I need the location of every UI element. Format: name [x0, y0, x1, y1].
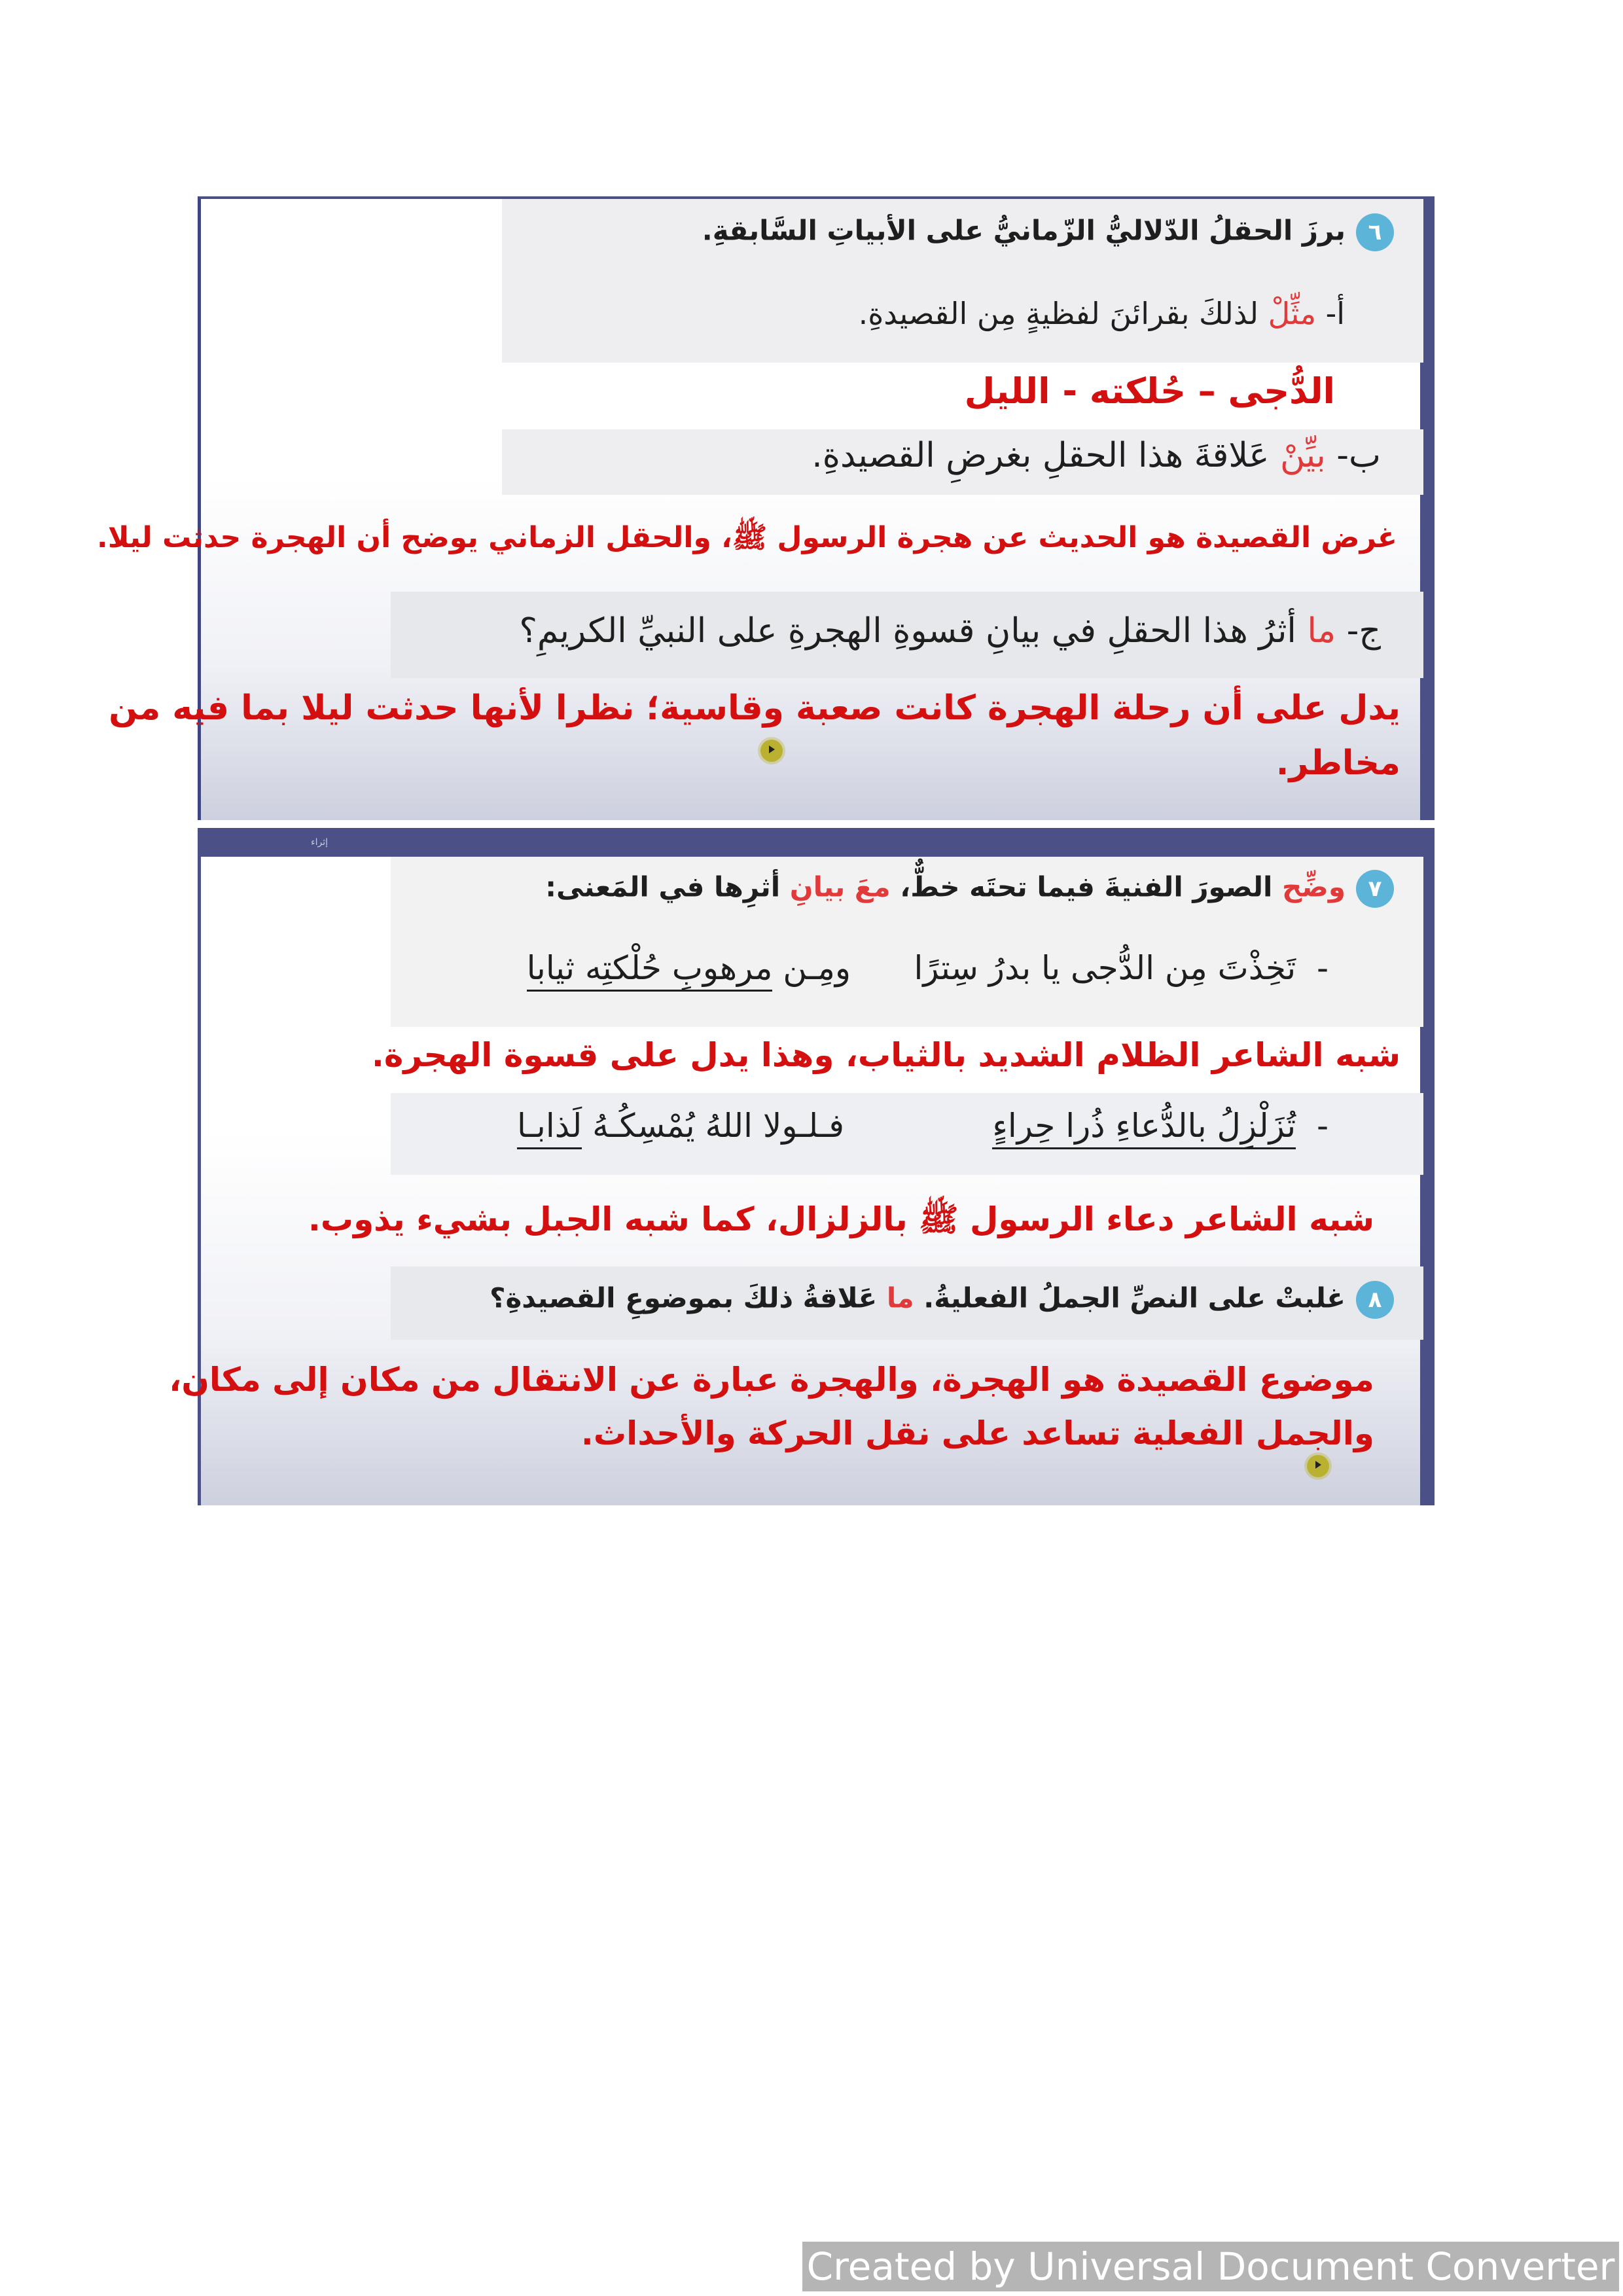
- question-8: ٨غلبتْ على النصِّ الجملُ الفعليةُ. ما عَلاقةُ ذلكَ بموضوعِ القصيدةِ؟: [490, 1281, 1394, 1319]
- panel-header-bar: [201, 828, 1420, 857]
- sub-question-b: ب- بيِّنْ عَلاقةَ هذا الحقلِ بغرضِ القصيدةِ.: [812, 436, 1381, 475]
- question-panel-7-8: [169, 828, 1435, 1505]
- sub-question-c: ج- ما أثرُ هذا الحقلِ في بيانِ قسوةِ الهجرةِ على النبيِّ الكريمِ؟: [519, 611, 1381, 651]
- converter-watermark: Created by Universal Document Converter: [802, 2242, 1619, 2291]
- answer-b: غرض القصيدة هو الحديث عن هجرة الرسول ﷺ، والحقل الزماني يوضح أن الهجرة حدثت ليلا.: [97, 521, 1397, 554]
- question-number-badge: ٦: [1356, 213, 1394, 251]
- mouse-pointer-icon: [760, 740, 783, 762]
- verse-1-first-half: - تَخِذْتَ مِن الدُّجى يا بدرُ سِترًا: [914, 949, 1329, 987]
- sub-question-a: أ- مثِّلْ لذلكَ بقرائنَ لفظيةٍ مِن القصيدةِ.: [858, 296, 1345, 331]
- question-6: [702, 213, 1394, 251]
- verse-1-second-half: ومِـن مرهوبِ حُلْكتِه ثيابا: [527, 949, 851, 987]
- question-panel-6: [97, 196, 1435, 820]
- verse-2-second-half: فـلـولا اللهُ يُمْسِكُـهُ لَذابـا: [517, 1107, 844, 1145]
- panel-tab-label: إثراء: [311, 837, 328, 848]
- verse-2-first-half: - تُزَلْزِلُ بالدُّعاءِ ذُرا حِراءٍ: [992, 1107, 1329, 1145]
- answer-7-2: شبه الشاعر دعاء الرسول ﷺ بالزلزال، كما شبه الجبل بشيء يذوب.: [308, 1200, 1374, 1238]
- question-number-badge: ٨: [1356, 1281, 1394, 1319]
- question-7: ٧وضِّح الصورَ الفنيةَ فيما تحتَه خطٌّ، معَ بيانِ أثرِها في المَعنى:: [545, 870, 1394, 908]
- answer-7-1: شبه الشاعر الظلام الشديد بالثياب، وهذا يدل على قسوة الهجرة.: [371, 1036, 1400, 1074]
- answer-a: الدُّجى – حُلكته - الليل: [964, 370, 1335, 412]
- answer-c-line2: مخاطر.: [1275, 744, 1400, 783]
- answer-8-line2: والجمل الفعلية تساعد على نقل الحركة والأحداث.: [580, 1414, 1374, 1452]
- mouse-pointer-icon: [1307, 1455, 1329, 1477]
- answer-8-line1: موضوع القصيدة هو الهجرة، والهجرة عبارة عن الانتقال من مكان إلى مكان،: [169, 1361, 1374, 1399]
- question-text: برزَ الحقلُ الدّلاليُّ الزّمانيُّ على الأبياتِ السَّابقةِ.: [702, 214, 1346, 247]
- answer-c-line1: يدل على أن رحلة الهجرة كانت صعبة وقاسية؛ نظرا لأنها حدثت ليلا بما فيه من: [109, 689, 1400, 728]
- question-number-badge: ٧: [1356, 870, 1394, 908]
